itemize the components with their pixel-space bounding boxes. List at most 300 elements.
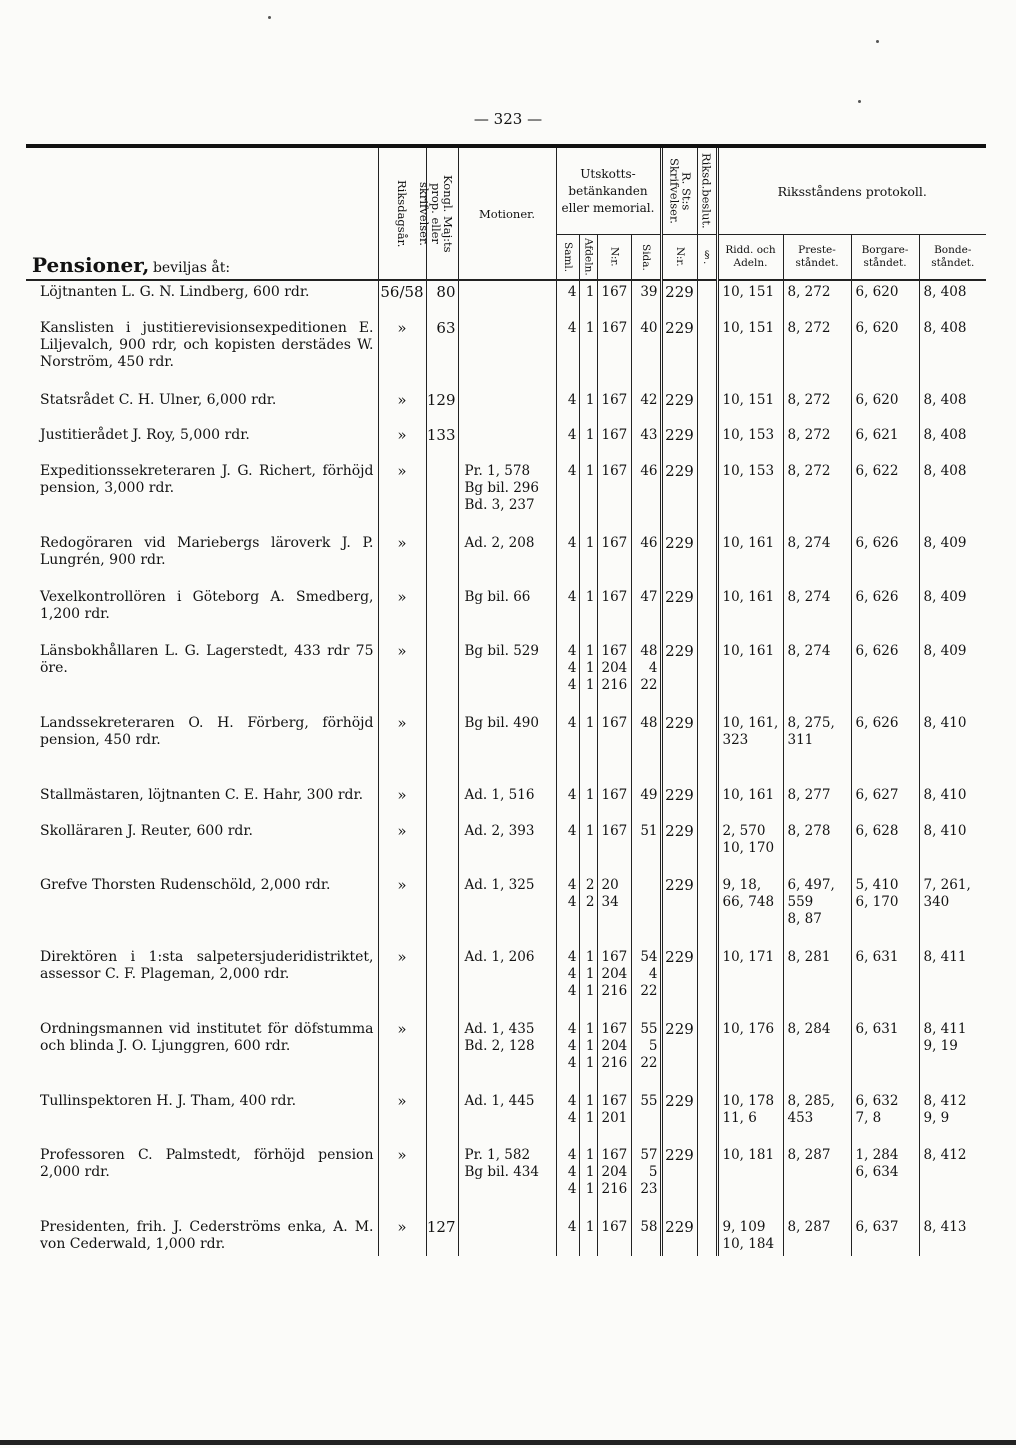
cell-s <box>697 820 717 874</box>
cell-ridd-text: 10, 181 <box>722 1147 775 1163</box>
cell-s <box>697 1144 717 1216</box>
cell-afd-text: 1 1 <box>585 1093 595 1126</box>
cell-nr <box>597 532 631 586</box>
cell-borg-text: 6, 628 <box>855 823 899 839</box>
cell-prest-text: 8, 272 <box>787 284 831 300</box>
cell-bond-text: 8, 412 9, 9 <box>923 1093 967 1126</box>
cell-bond <box>919 586 986 640</box>
cell-prop-text: 80 <box>436 283 456 301</box>
cell-nr <box>597 784 631 820</box>
cell-bond <box>919 874 986 946</box>
cell-sida-text: 40 <box>640 320 658 336</box>
cell-prop-text: 63 <box>436 319 456 337</box>
cell-sida <box>631 1216 661 1256</box>
cell-prest-text: 8, 284 <box>787 1021 831 1037</box>
cell-nr-text: 167 <box>601 1219 628 1235</box>
cell-saml <box>556 1018 579 1090</box>
cell-saml <box>556 1144 579 1216</box>
cell-prest-text: 8, 274 <box>787 589 831 605</box>
cell-year <box>378 424 426 460</box>
cell-afd-text: 1 1 1 <box>585 1021 595 1071</box>
cell-rnr <box>661 712 697 784</box>
row-description: Ordningsmannen vid institutet för döfstumma och blinda J. O. Ljunggren, 600 rdr. <box>40 1021 374 1054</box>
cell-afd-text: 1 <box>585 787 595 803</box>
cell-rnr-text: 229 <box>665 588 694 606</box>
header-motioner: Motioner. <box>458 148 556 280</box>
cell-bond-text: 8, 410 <box>923 823 967 839</box>
row-description: Länsbokhållaren L. G. Lagerstedt, 433 rdr 75 öre. <box>40 643 374 676</box>
cell-ridd <box>717 532 783 586</box>
cell-borg <box>851 389 919 424</box>
cell-year-text: » <box>397 1020 407 1038</box>
row-description: Presidenten, frih. J. Cederströms enka, A. M. von Cederwald, 1,000 rdr. <box>40 1219 374 1252</box>
register-table <box>26 148 986 1256</box>
cell-saml-text: 4 <box>567 284 577 300</box>
cell-saml-text: 4 <box>567 715 577 731</box>
cell-borg <box>851 1018 919 1090</box>
cell-s <box>697 712 717 784</box>
cell-mot <box>458 1216 556 1256</box>
cell-borg-text: 6, 631 <box>855 949 899 965</box>
cell-saml-text: 4 <box>567 427 577 443</box>
cell-ridd <box>717 389 783 424</box>
cell-sida <box>631 586 661 640</box>
cell-nr <box>597 1090 631 1144</box>
cell-mot-text: Bg bil. 490 <box>464 715 539 731</box>
cell-bond <box>919 389 986 424</box>
cell-saml <box>556 532 579 586</box>
cell-mot-text: Ad. 1, 435 Bd. 2, 128 <box>464 1021 535 1054</box>
row-description: Tullinspektoren H. J. Tham, 400 rdr. <box>40 1093 297 1109</box>
cell-afd <box>579 280 597 317</box>
cell-year-text: » <box>397 786 407 804</box>
cell-rnr-text: 229 <box>665 642 694 660</box>
cell-bond-text: 8, 409 <box>923 643 967 659</box>
cell-saml <box>556 640 579 712</box>
cell-rnr-text: 229 <box>665 1146 694 1164</box>
cell-sida <box>631 280 661 317</box>
row-description: Statsrådet C. H. Ulner, 6,000 rdr. <box>40 392 277 408</box>
cell-bond-text: 8, 408 <box>923 463 967 479</box>
cell-rnr-text: 229 <box>665 391 694 409</box>
cell-nr-text: 167 <box>601 284 628 300</box>
cell-mot-text: Bg bil. 529 <box>464 643 539 659</box>
cell-year-text: » <box>397 642 407 660</box>
cell-bond <box>919 784 986 820</box>
cell-sida-text: 54 4 22 <box>640 949 658 999</box>
cell-sida-text: 46 <box>640 463 658 479</box>
cell-saml <box>556 712 579 784</box>
cell-s <box>697 640 717 712</box>
cell-prest-text: 6, 497, 559 8, 87 <box>787 877 835 927</box>
cell-prest-text: 8, 274 <box>787 643 831 659</box>
cell-sida <box>631 1144 661 1216</box>
cell-sida-text: 42 <box>640 392 658 408</box>
cell-sida-text: 55 5 22 <box>640 1021 658 1071</box>
cell-prest-text: 8, 274 <box>787 535 831 551</box>
cell-borg <box>851 532 919 586</box>
cell-saml-text: 4 4 4 <box>567 643 577 693</box>
cell-nr <box>597 586 631 640</box>
cell-rnr <box>661 820 697 874</box>
cell-mot <box>458 712 556 784</box>
cell-afd-text: 1 <box>585 823 595 839</box>
cell-nr-text: 167 <box>601 715 628 731</box>
cell-saml <box>556 460 579 532</box>
cell-prop <box>426 317 458 389</box>
row-description: Kanslisten i justitierevisionsexpeditionen E. Liljevalch, 900 rdr, och kopisten derstädes W. Norström, 450 rdr. <box>40 320 374 370</box>
table-row <box>26 460 986 532</box>
cell-prest <box>783 874 851 946</box>
cell-sida <box>631 317 661 389</box>
cell-mot <box>458 874 556 946</box>
cell-prest <box>783 1216 851 1256</box>
cell-rnr <box>661 640 697 712</box>
header-ridd: Ridd. och Adeln. <box>717 235 783 281</box>
cell-afd-text: 1 <box>585 715 595 731</box>
cell-rnr-text: 229 <box>665 1092 694 1110</box>
cell-rnr-text: 229 <box>665 822 694 840</box>
cell-mot <box>458 586 556 640</box>
cell-borg-text: 6, 626 <box>855 535 899 551</box>
cell-s <box>697 532 717 586</box>
cell-rnr <box>661 946 697 1018</box>
cell-bond-text: 8, 411 <box>923 949 967 965</box>
cell-ridd <box>717 640 783 712</box>
cell-rnr-text: 229 <box>665 948 694 966</box>
cell-mot-text: Ad. 1, 516 <box>464 787 535 803</box>
cell-borg-text: 6, 620 <box>855 320 899 336</box>
cell-bond-text: 8, 412 <box>923 1147 967 1163</box>
cell-saml <box>556 820 579 874</box>
cell-s <box>697 1018 717 1090</box>
cell-rnr-text: 229 <box>665 462 694 480</box>
cell-rnr-text: 229 <box>665 1218 694 1236</box>
cell-ridd-text: 10, 151 <box>722 284 775 300</box>
cell-saml-text: 4 <box>567 787 577 803</box>
cell-ridd-text: 10, 161 <box>722 643 775 659</box>
cell-sida-text: 48 <box>640 715 658 731</box>
cell-prop <box>426 640 458 712</box>
cell-afd <box>579 640 597 712</box>
cell-nr-text: 167 201 <box>601 1093 628 1126</box>
cell-rnr <box>661 424 697 460</box>
cell-nr-text: 20 34 <box>601 877 619 910</box>
cell-borg-text: 6, 621 <box>855 427 899 443</box>
cell-borg <box>851 640 919 712</box>
cell-bond-text: 8, 408 <box>923 320 967 336</box>
cell-sida <box>631 1018 661 1090</box>
cell-borg-text: 6, 626 <box>855 589 899 605</box>
table-row <box>26 640 986 712</box>
cell-year-text: » <box>397 1218 407 1236</box>
cell-borg <box>851 1090 919 1144</box>
cell-prop <box>426 1144 458 1216</box>
cell-s <box>697 280 717 317</box>
cell-rnr-text: 229 <box>665 876 694 894</box>
cell-sida-text: 47 <box>640 589 658 605</box>
cell-prest <box>783 784 851 820</box>
cell-year <box>378 280 426 317</box>
cell-rnr-text: 229 <box>665 1020 694 1038</box>
cell-nr-text: 167 <box>601 787 628 803</box>
cell-year <box>378 946 426 1018</box>
cell-afd-text: 1 1 1 <box>585 643 595 693</box>
cell-afd-text: 1 <box>585 392 595 408</box>
cell-saml <box>556 946 579 1018</box>
header-protokoll: Riksståndens protokoll. <box>717 148 986 235</box>
cell-borg-text: 5, 410 6, 170 <box>855 877 899 910</box>
cell-ridd-text: 10, 151 <box>722 392 775 408</box>
cell-afd-text: 1 1 1 <box>585 949 595 999</box>
cell-nr <box>597 424 631 460</box>
cell-saml-text: 4 <box>567 320 577 336</box>
cell-afd <box>579 424 597 460</box>
cell-prest <box>783 946 851 1018</box>
cell-borg-text: 6, 637 <box>855 1219 899 1235</box>
page-number: — 323 — <box>473 110 543 128</box>
row-description: Grefve Thorsten Rudenschöld, 2,000 rdr. <box>40 877 331 893</box>
cell-mot <box>458 640 556 712</box>
cell-year <box>378 1216 426 1256</box>
cell-nr-text: 167 <box>601 463 628 479</box>
cell-ridd <box>717 1018 783 1090</box>
header-nr-2: N:r. <box>661 235 697 281</box>
cell-bond <box>919 1018 986 1090</box>
cell-borg <box>851 424 919 460</box>
cell-nr <box>597 874 631 946</box>
cell-afd <box>579 1018 597 1090</box>
cell-prop <box>426 1090 458 1144</box>
cell-afd-text: 1 <box>585 284 595 300</box>
cell-sida <box>631 460 661 532</box>
cell-rnr-text: 229 <box>665 426 694 444</box>
table-row <box>26 784 986 820</box>
cell-year <box>378 460 426 532</box>
cell-sida-text: 39 <box>640 284 658 300</box>
cell-afd <box>579 946 597 1018</box>
cell-bond <box>919 946 986 1018</box>
cell-ridd-text: 10, 161, 323 <box>722 715 779 748</box>
cell-afd <box>579 389 597 424</box>
cell-mot-text: Ad. 2, 393 <box>464 823 535 839</box>
cell-year-text: » <box>397 822 407 840</box>
cell-year-text: » <box>397 1092 407 1110</box>
cell-s <box>697 1216 717 1256</box>
cell-prop <box>426 586 458 640</box>
cell-borg-text: 6, 622 <box>855 463 899 479</box>
cell-ridd-text: 9, 109 10, 184 <box>722 1219 775 1252</box>
cell-sida <box>631 424 661 460</box>
cell-year <box>378 1090 426 1144</box>
cell-sida <box>631 640 661 712</box>
cell-nr-text: 167 <box>601 823 628 839</box>
cell-ridd <box>717 424 783 460</box>
cell-prop <box>426 1216 458 1256</box>
table-row <box>26 1216 986 1256</box>
cell-borg <box>851 460 919 532</box>
cell-prest-text: 8, 281 <box>787 949 831 965</box>
cell-saml-text: 4 4 4 <box>567 1021 577 1071</box>
cell-prest-text: 8, 275, 311 <box>787 715 835 748</box>
table-row <box>26 1090 986 1144</box>
cell-nr-text: 167 <box>601 535 628 551</box>
cell-nr <box>597 640 631 712</box>
cell-sida <box>631 784 661 820</box>
cell-ridd <box>717 712 783 784</box>
cell-rnr-text: 229 <box>665 534 694 552</box>
section-title: Pensioner, <box>32 253 150 277</box>
cell-year-text: » <box>397 588 407 606</box>
cell-prop <box>426 280 458 317</box>
cell-rnr-text: 229 <box>665 786 694 804</box>
cell-s <box>697 424 717 460</box>
cell-saml <box>556 586 579 640</box>
cell-mot <box>458 389 556 424</box>
cell-sida-text: 57 5 23 <box>640 1147 658 1197</box>
cell-prest <box>783 317 851 389</box>
cell-rnr <box>661 1216 697 1256</box>
header-borgare: Borgare-ståndet. <box>851 235 919 281</box>
cell-mot <box>458 946 556 1018</box>
cell-borg-text: 1, 284 6, 634 <box>855 1147 899 1180</box>
cell-rnr <box>661 1144 697 1216</box>
cell-prest <box>783 424 851 460</box>
cell-bond <box>919 1090 986 1144</box>
table-row <box>26 874 986 946</box>
cell-afd <box>579 1216 597 1256</box>
cell-prop-text: 129 <box>426 391 456 409</box>
cell-prest-text: 8, 277 <box>787 787 831 803</box>
cell-nr-text: 167 204 216 <box>601 1147 628 1197</box>
cell-afd <box>579 784 597 820</box>
cell-borg-text: 6, 632 7, 8 <box>855 1093 899 1126</box>
table-row <box>26 280 986 317</box>
cell-bond <box>919 424 986 460</box>
cell-ridd-text: 10, 151 <box>722 320 775 336</box>
cell-s <box>697 874 717 946</box>
cell-saml <box>556 424 579 460</box>
cell-sida-text: 48 4 22 <box>640 643 658 693</box>
cell-rnr <box>661 784 697 820</box>
cell-saml <box>556 317 579 389</box>
cell-year <box>378 1018 426 1090</box>
cell-borg-text: 6, 626 <box>855 715 899 731</box>
cell-prest-text: 8, 272 <box>787 463 831 479</box>
cell-nr <box>597 1018 631 1090</box>
cell-ridd-text: 10, 153 <box>722 427 775 443</box>
cell-nr-text: 167 <box>601 320 628 336</box>
cell-ridd <box>717 946 783 1018</box>
cell-prest <box>783 1144 851 1216</box>
section-title-cell <box>26 148 378 280</box>
cell-prest <box>783 460 851 532</box>
cell-sida-text: 46 <box>640 535 658 551</box>
cell-mot <box>458 1018 556 1090</box>
row-description: Redogöraren vid Mariebergs läroverk J. P. Lungrén, 900 rdr. <box>40 535 374 568</box>
cell-bond-text: 8, 411 9, 19 <box>923 1021 967 1054</box>
cell-borg <box>851 784 919 820</box>
cell-borg <box>851 1144 919 1216</box>
cell-year-text: » <box>397 534 407 552</box>
cell-ridd <box>717 820 783 874</box>
table-row <box>26 1144 986 1216</box>
header-sida: Sida. <box>631 235 661 281</box>
cell-prop <box>426 1018 458 1090</box>
cell-rnr-text: 229 <box>665 319 694 337</box>
cell-nr-text: 167 <box>601 392 628 408</box>
speck <box>268 16 271 19</box>
cell-bond-text: 8, 408 <box>923 284 967 300</box>
table-row <box>26 712 986 784</box>
table-row <box>26 317 986 389</box>
cell-bond <box>919 640 986 712</box>
cell-mot <box>458 424 556 460</box>
cell-ridd <box>717 586 783 640</box>
section-suffix: beviljas åt: <box>152 260 231 276</box>
cell-saml-text: 4 <box>567 535 577 551</box>
cell-saml-text: 4 <box>567 589 577 605</box>
table-row <box>26 389 986 424</box>
cell-mot <box>458 1144 556 1216</box>
cell-afd-text: 2 2 <box>585 877 595 910</box>
cell-mot-text: Pr. 1, 578 Bg bil. 296 Bd. 3, 237 <box>464 463 539 513</box>
cell-prest <box>783 1090 851 1144</box>
cell-nr <box>597 1144 631 1216</box>
cell-mot <box>458 532 556 586</box>
cell-year <box>378 586 426 640</box>
cell-ridd-text: 10, 171 <box>722 949 775 965</box>
header-riksdagsar: Riksdagsår. <box>378 148 426 280</box>
cell-afd <box>579 586 597 640</box>
cell-ridd <box>717 280 783 317</box>
cell-prest-text: 8, 272 <box>787 320 831 336</box>
cell-saml-text: 4 <box>567 1219 577 1235</box>
row-description: Expeditionssekreteraren J. G. Richert, förhöjd pension, 3,000 rdr. <box>40 463 374 496</box>
cell-ridd <box>717 1144 783 1216</box>
cell-mot-text: Ad. 1, 206 <box>464 949 535 965</box>
cell-sida <box>631 1090 661 1144</box>
cell-nr <box>597 280 631 317</box>
row-description: Löjtnanten L. G. N. Lindberg, 600 rdr. <box>26 280 378 317</box>
header-preste: Preste-ståndet. <box>783 235 851 281</box>
header-utskott: Utskotts-betänkanden eller memorial. <box>556 148 661 235</box>
header-riksd-beslut: Riksd.beslut. <box>697 148 717 235</box>
cell-saml-text: 4 4 <box>567 1093 577 1126</box>
cell-borg <box>851 946 919 1018</box>
cell-year-text: » <box>397 948 407 966</box>
cell-sida-text: 58 <box>640 1219 658 1235</box>
cell-bond-text: 8, 408 <box>923 427 967 443</box>
cell-borg <box>851 317 919 389</box>
cell-prop <box>426 424 458 460</box>
cell-sida <box>631 532 661 586</box>
cell-mot-text: Ad. 1, 445 <box>464 1093 535 1109</box>
cell-prop <box>426 389 458 424</box>
header-kongl-prop: Kongl. Maj:ts prop. eller skrifvelser. <box>426 148 458 280</box>
cell-year-text: » <box>397 462 407 480</box>
cell-borg <box>851 712 919 784</box>
cell-sida <box>631 389 661 424</box>
cell-mot-text: Bg bil. 66 <box>464 589 531 605</box>
row-description: Justitierådet J. Roy, 5,000 rdr. <box>40 427 250 443</box>
cell-year <box>378 640 426 712</box>
cell-year-text: » <box>397 391 407 409</box>
cell-ridd-text: 10, 176 <box>722 1021 775 1037</box>
cell-year <box>378 712 426 784</box>
cell-ridd-text: 10, 178 11, 6 <box>722 1093 775 1126</box>
cell-afd-text: 1 1 1 <box>585 1147 595 1197</box>
